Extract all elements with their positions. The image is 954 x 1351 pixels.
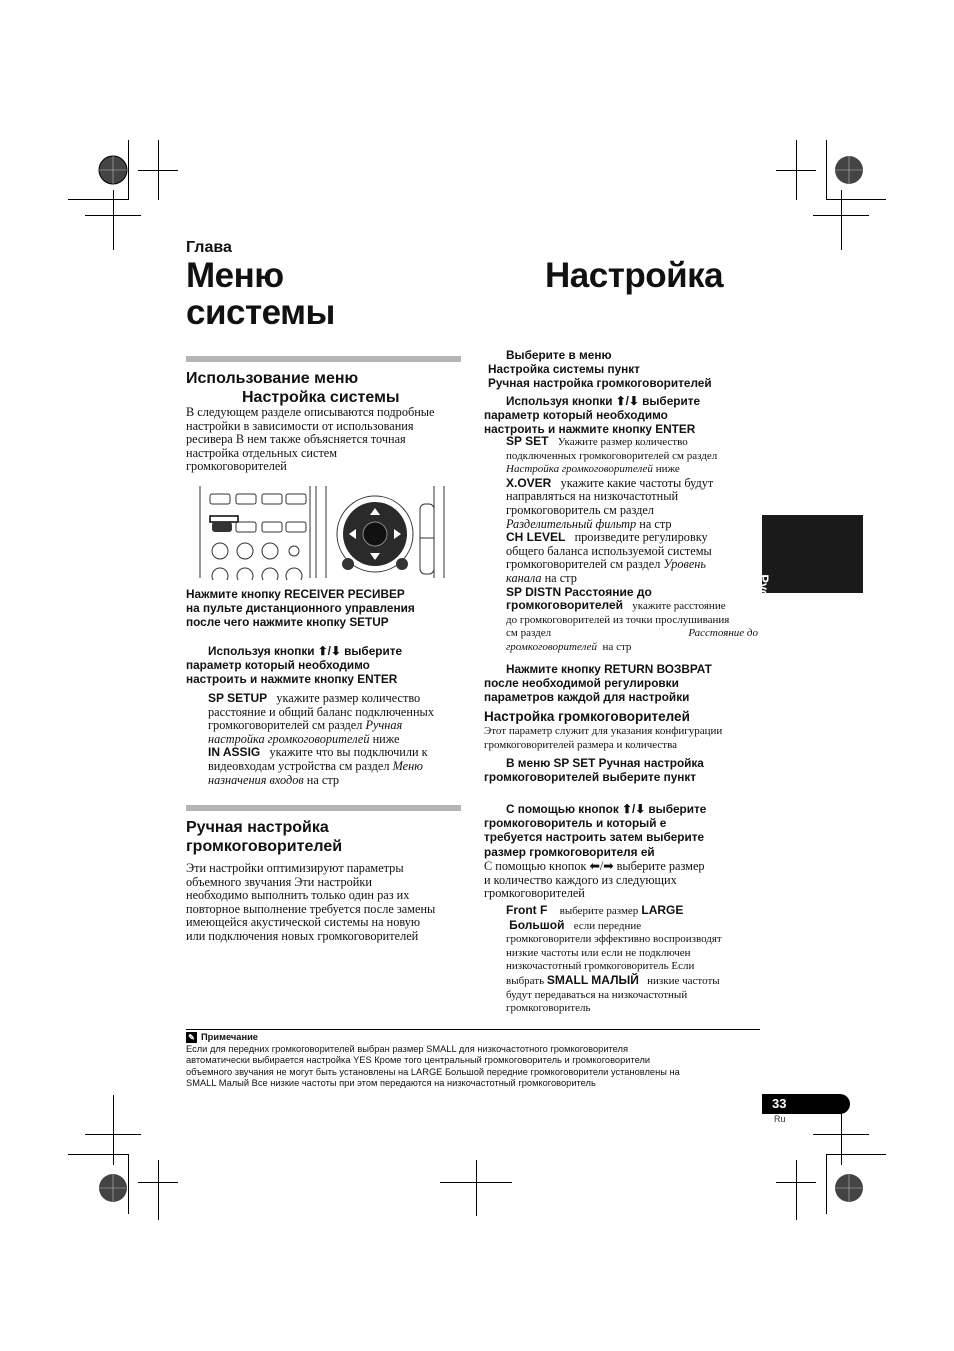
text-line: настроить и нажмите кнопку ENTER — [484, 422, 696, 437]
page-number: 33 — [762, 1094, 850, 1114]
text-line: повторное выполнение требуется после замены — [186, 901, 436, 916]
chapter-title-right: Настройка — [545, 256, 724, 295]
subheading: Настройка громкоговорителей — [484, 709, 690, 724]
step-2 — [186, 644, 403, 687]
text-line: имеющейся акустической системы на новую — [186, 915, 421, 930]
term: SP DISTN Расстояние до — [506, 584, 652, 599]
text-line: параметр который необходимо — [186, 658, 370, 673]
right-step-3 — [484, 662, 712, 705]
text-span: выберите размер — [559, 905, 639, 917]
registration-target-icon — [826, 1165, 872, 1211]
text-line: громкоговоритель см раздел — [506, 502, 654, 517]
chapter-title-line1: Меню — [186, 256, 284, 295]
note-rule — [186, 1029, 760, 1030]
registration-target-icon — [826, 147, 872, 193]
text-line: настроить и нажмите кнопку ENTER — [186, 672, 398, 687]
registration-target-icon — [90, 147, 136, 193]
text-line: громкоговоритель и который е — [484, 816, 667, 831]
term: IN ASSIG — [208, 745, 261, 760]
text-line: объемного звучания Эти настройки — [186, 874, 372, 889]
text-line: Ручная настройка громкоговорителей — [488, 376, 712, 391]
text-line: громкоговорителей — [484, 886, 585, 901]
text-span: на стр — [639, 516, 672, 531]
text-line: необходимо выполнить только один раз их — [186, 888, 410, 903]
text-line: громкоговорителей выберите пункт — [484, 770, 697, 785]
term: LARGE — [641, 903, 684, 917]
step-1 — [186, 587, 415, 630]
section-heading-line: Использование меню — [186, 370, 359, 387]
right-step-2 — [484, 394, 701, 437]
text-line: Используя кнопки ⬆/⬇ выберите — [506, 394, 701, 408]
text-span: видеовходам устройства см раздел — [208, 758, 390, 773]
text-line: Нажмите кнопку RETURN ВОЗВРАТ — [506, 662, 712, 676]
section-rule — [186, 805, 461, 811]
section-heading-line: Ручная настройка — [186, 819, 329, 836]
term: Front F — [506, 903, 548, 917]
text-line: общего баланса используемой системы — [506, 543, 712, 558]
text-span: ниже — [372, 731, 400, 746]
chapter-title-line2: системы — [186, 293, 335, 332]
cross-reference: назначения входов — [208, 772, 304, 787]
note-line: Если для передних громкоговорителей выбран размер SMALL для низкочастотного громкоговорителя — [186, 1043, 629, 1054]
note-line: объемного звучания не могут быть установлены на LARGE Большой передние громкоговорители установлены на — [186, 1066, 680, 1077]
text-line: после необходимой регулировки — [484, 676, 679, 691]
text-span: на стр — [306, 772, 340, 787]
text-line: параметров каждой для настройки — [484, 690, 690, 705]
cross-reference: Разделительный фильтр — [506, 516, 637, 531]
term: SP SET — [506, 434, 549, 448]
text-span: укажите размер количество — [276, 691, 421, 705]
term: X.OVER — [506, 475, 552, 490]
sp-setup-desc — [208, 692, 464, 787]
cross-reference: Настройка громкоговорителей — [506, 463, 653, 476]
text-line: громкоговорители эффективно воспроизводят — [506, 933, 722, 946]
text-line: Нажмите кнопку RECEIVER РЕСИВЕР — [186, 587, 405, 601]
note-box — [186, 1032, 760, 1090]
text-line: Эти настройки оптимизируют параметры — [186, 861, 404, 875]
registration-target-icon — [90, 1165, 136, 1211]
right-params — [506, 435, 758, 655]
text-line: С помощью кнопок ⬅/➡ выберите размер — [484, 859, 705, 873]
text-line: громкоговорителей размера и количества — [484, 738, 677, 751]
text-span: см раздел — [506, 627, 552, 640]
right-step-4 — [484, 756, 704, 785]
section-heading — [186, 369, 400, 407]
cross-reference: Расстояние до — [688, 627, 758, 640]
text-line: или подключения новых громкоговорителей — [186, 928, 419, 943]
right-step-1 — [488, 348, 712, 391]
term: Большой — [509, 917, 565, 932]
text-line: громкоговорителей — [186, 459, 287, 474]
text-span: укажите что вы подключили к — [269, 745, 428, 760]
chapter-label: Глава — [186, 239, 232, 256]
note-line: SMALL Малый Все низкие частоты при этом передаются на низкочастотный громкоговоритель — [186, 1078, 596, 1089]
text-line: и количество каждого из следующих — [484, 872, 677, 887]
text-line: направляться на низкочастотный — [506, 489, 679, 504]
text-line: Настройка системы пункт — [488, 362, 640, 377]
term: SMALL МАЛЫЙ — [546, 972, 639, 987]
text-span: произведите регулировку — [574, 530, 708, 545]
section-heading-line: громкоговорителей — [186, 838, 343, 855]
text-span: ниже — [655, 463, 680, 476]
text-span: на стр — [544, 570, 577, 585]
note-line: автоматически выбирается настройка YES Кроме того центральный громкоговоритель и громкоговорители — [186, 1055, 651, 1066]
text-span: если передние — [573, 919, 642, 932]
cross-reference: громкоговорителей — [506, 640, 598, 653]
language-tab-label: Русский — [756, 574, 772, 627]
term: громкоговорителей — [506, 598, 624, 613]
text-span: укажите какие частоты будут — [560, 475, 714, 490]
chapter-title — [186, 257, 335, 331]
cross-reference: настройка громкоговорителей — [208, 731, 370, 746]
step5-text — [484, 860, 760, 901]
note-icon: ✎ — [186, 1032, 197, 1043]
text-span: громкоговорителей см раздел — [208, 718, 363, 733]
term: CH LEVEL — [506, 530, 566, 545]
cross-reference: Ручная — [365, 718, 403, 733]
text-line: будут передаваться на низкочастотный — [506, 988, 688, 1001]
text-line: низкие частоты или если не подключен — [506, 946, 691, 959]
text-span: на стр — [602, 640, 632, 653]
text-span: низкие частоты — [647, 974, 720, 987]
text-line: С помощью кнопок ⬆/⬇ выберите — [506, 802, 707, 816]
text-line: параметр который необходимо — [484, 408, 668, 423]
section-text — [186, 862, 466, 944]
section-rule — [186, 356, 461, 362]
text-line: после чего нажмите кнопку SETUP — [186, 615, 389, 630]
note-title: Примечание — [201, 1032, 258, 1042]
text-line: громкоговоритель — [506, 1002, 591, 1015]
text-line: расстояние и общий баланс подключенных — [208, 704, 434, 719]
text-span: Укажите размер количество — [557, 436, 688, 448]
text-line: Этот параметр служит для указания конфигурации — [484, 725, 723, 737]
section-heading-line: Настройка системы — [242, 389, 400, 406]
text-span: укажите расстояние — [632, 600, 726, 613]
subheading-text — [484, 725, 759, 752]
text-line: настройка отдельных систем — [186, 445, 338, 460]
text-span: выбрать — [506, 974, 545, 987]
text-line: до громкоговорителей из точки прослушивания — [506, 613, 730, 626]
page-lang: Ru — [774, 1114, 786, 1124]
text-line: низкочастотный громкоговоритель Если — [506, 960, 695, 973]
cross-reference: канала — [506, 570, 542, 585]
text-line: размер громкоговорителя ей — [484, 844, 655, 859]
cross-reference: Меню — [392, 758, 423, 773]
text-line: В следующем разделе описываются подробные — [186, 405, 435, 419]
term: SP SETUP — [208, 691, 268, 705]
cross-reference: Уровень — [663, 557, 707, 572]
remote-control-illustration — [198, 486, 450, 580]
text-line: требуется настроить затем выберите — [484, 830, 705, 845]
front-desc — [506, 904, 758, 1016]
text-line: подключенных громкоговорителей см раздел — [506, 449, 718, 462]
section-intro — [186, 406, 462, 474]
section-heading — [186, 818, 342, 856]
language-tab — [762, 515, 863, 593]
text-line: В меню SP SET Ручная настройка — [506, 756, 704, 770]
text-span: громкоговорителей см раздел — [506, 557, 661, 572]
text-line: Выберите в меню — [506, 348, 612, 362]
text-line: на пульте дистанционного управления — [186, 601, 415, 616]
text-line: Используя кнопки ⬆/⬇ выберите — [208, 644, 403, 658]
text-line: ресивера В нем также объясняется точная — [186, 432, 406, 447]
text-line: настройки в зависимости от использования — [186, 418, 414, 433]
right-step-5 — [484, 802, 707, 859]
